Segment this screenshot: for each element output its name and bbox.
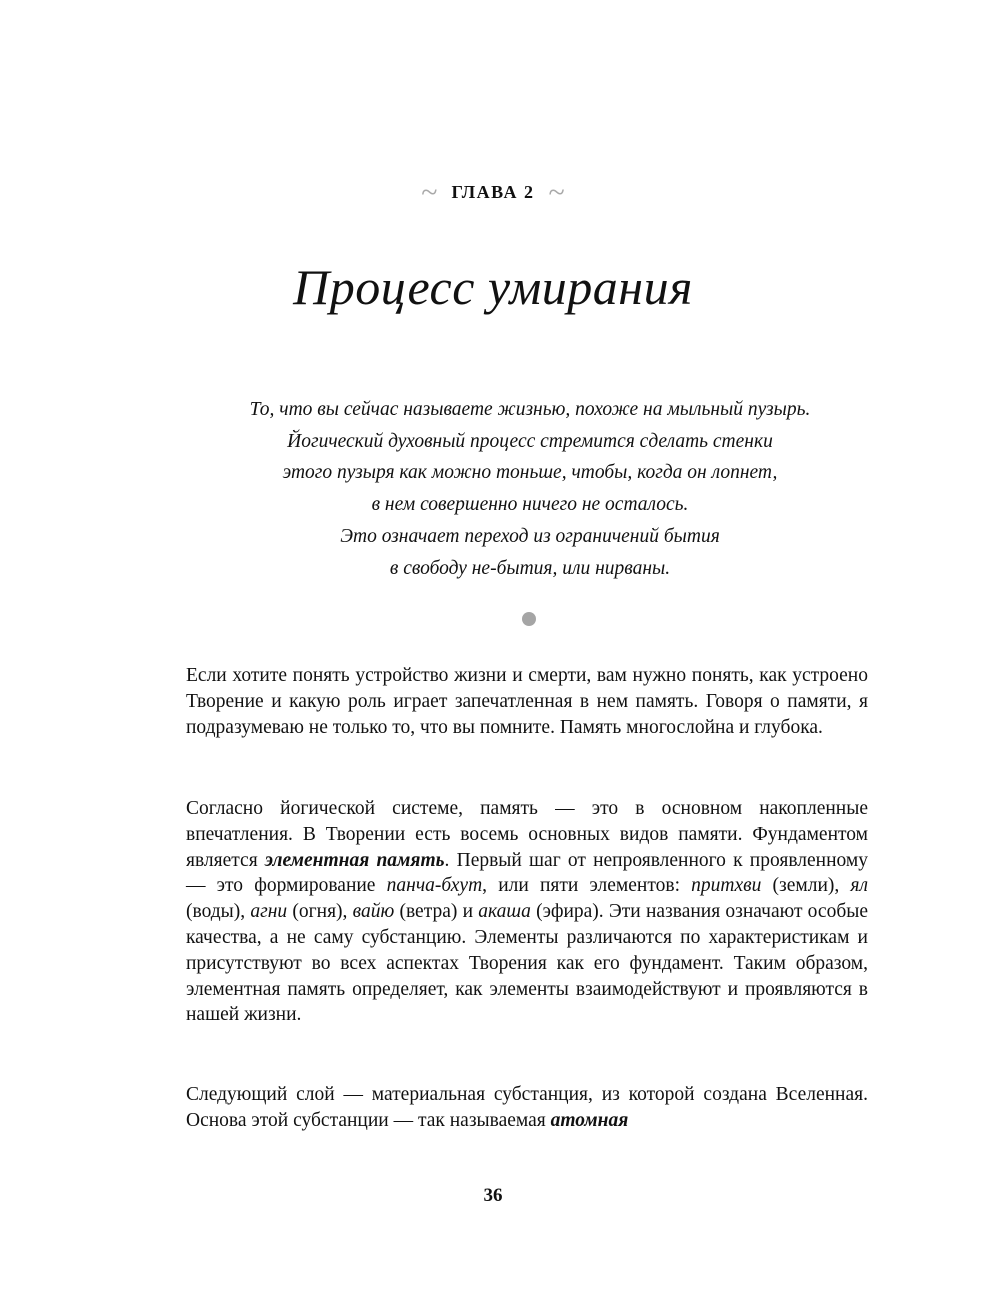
epigraph-line: этого пузыря как можно тоньше, чтобы, когда он лопнет, <box>282 462 778 484</box>
term-italic: агни <box>250 901 288 923</box>
text-run: (огня), <box>287 901 353 923</box>
chapter-title: Процесс умирания <box>293 259 693 315</box>
term-italic: акаша <box>478 901 531 923</box>
epigraph <box>150 394 910 584</box>
text-run: (ветра) и <box>394 901 479 923</box>
text-run: . Первый шаг от непроявленного к проявленному — это формирование <box>186 849 868 897</box>
text-run: Согласно йогической системе, память — это в основном накопленные впечатления. В Творении есть восемь основных видов памяти. Фундаментом является <box>186 798 868 871</box>
chapter-header <box>0 176 986 210</box>
epigraph-line: Йогический духовный процесс стремится сделать стенки <box>287 430 773 452</box>
term-italic: притхви <box>691 875 762 897</box>
key-term: элементная память <box>264 849 445 871</box>
chapter-label: ГЛАВА 2 <box>451 182 535 202</box>
body-paragraph: Если хотите понять устройство жизни и смерти, вам нужно понять, как устроено Творение и какую роль играет запечатленная в нем память. Говоря о памяти, я подразумеваю не только то, что вы помните. Память многослойна и глубока. <box>186 665 868 738</box>
page-number: 36 <box>483 1185 503 1206</box>
epigraph-line: Это означает переход из ограничений бытия <box>340 525 720 547</box>
text-run: (эфира). Эти названия означают особые качества, а не саму субстанцию. Элементы различаются по характеристикам и присутствуют во всех аспектах Творения как его фундамент. Таким образом, элементная память определяет, как элементы взаимодействуют и проявляются в нашей жизни. <box>186 901 869 1026</box>
body-paragraph <box>186 1082 868 1134</box>
epigraph-line: в нем совершенно ничего не осталось. <box>371 494 689 516</box>
text-run: , или пяти элементов: <box>482 875 692 897</box>
separator-dot-icon <box>522 612 536 626</box>
key-term: атомная <box>550 1109 629 1131</box>
term-italic: ял <box>850 875 868 897</box>
epigraph-line: То, что вы сейчас называете жизнью, похоже на мыльный пузырь. <box>249 399 811 420</box>
epigraph-line: в свободу не-бытия, или нирваны. <box>389 557 671 579</box>
text-run: Следующий слой — материальная субстанция, из которой создана Вселенная. Основа этой субстанции — так называемая <box>186 1084 868 1131</box>
term-italic: вайю <box>352 901 395 923</box>
text-run: (земли), <box>761 875 851 897</box>
text-run: (воды), <box>186 901 251 923</box>
ornament-right-icon: ~ <box>548 176 565 209</box>
body-paragraph <box>186 796 868 1028</box>
term-italic: панча-бхут <box>386 875 483 897</box>
ornament-left-icon: ~ <box>421 176 438 209</box>
